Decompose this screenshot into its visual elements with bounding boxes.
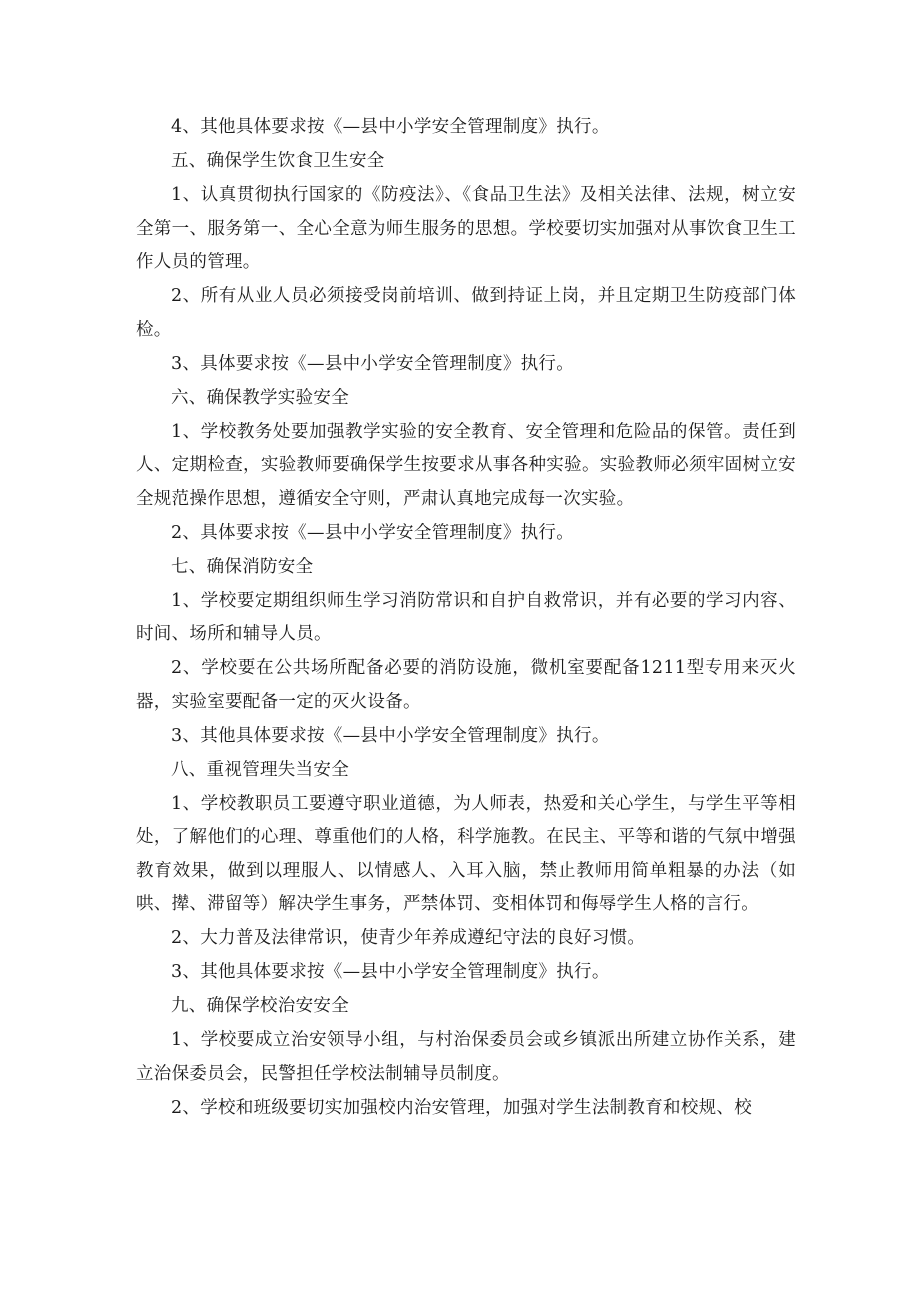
paragraph-food-3: 3、具体要求按《—县中小学安全管理制度》执行。 xyxy=(171,353,575,374)
paragraph-security-1: 1、学校要成立治安领导小组，与村治保委员会或乡镇派出所建立协作关系，建立治保委员会，民警担任学校法制辅导员制度。 xyxy=(136,1030,796,1084)
paragraph-management-1: 1、学校教职员工要遵守职业道德，为人师表，热爱和关心学生，与学生平等相处，了解他们的心理、尊重他们的人格，科学施教。在民主、平等和谐的气氛中增强教育效果，做到以理服人、以情感人、入耳入脑，禁止教师用简单粗暴的办法（如哄、撵、滞留等）解决学生事务，严禁体罚、变相体罚和侮辱学生人格的言行。 xyxy=(136,793,796,914)
section-heading-fire-safety: 七、确保消防安全 xyxy=(171,556,314,577)
document-page xyxy=(136,111,796,1126)
section-heading-food-safety: 五、确保学生饮食卫生安全 xyxy=(171,151,385,171)
section-heading-public-security: 九、确保学校治安安全 xyxy=(171,996,349,1016)
paragraph-management-3: 3、其他具体要求按《—县中小学安全管理制度》执行。 xyxy=(171,962,610,982)
section-heading-management-safety: 八、重视管理失当安全 xyxy=(171,759,349,780)
paragraph-lab-1: 1、学校教务处要加强教学实验的安全教育、安全管理和危险品的保管。责任到人、定期检查，实验教师要确保学生按要求从事各种实验。实验教师必须牢固树立安全规范操作思想，遵循安全守则，严肃认真地完成每一次实验。 xyxy=(136,421,796,509)
paragraph-food-1: 1、认真贯彻执行国家的《防疫法》、《食品卫生法》及相关法律、法规，树立安全第一、服务第一、全心全意为师生服务的思想。学校要切实加强对从事饮食卫生工作人员的管理。 xyxy=(136,185,796,272)
paragraph-fire-2: 2、学校要在公共场所配备必要的消防设施，微机室要配备1211型专用来灭火器，实验室要配备一定的灭火设备。 xyxy=(136,658,796,712)
paragraph-fire-3: 3、其他具体要求按《—县中小学安全管理制度》执行。 xyxy=(171,725,610,746)
paragraph-security-2: 2、学校和班级要切实加强校内治安管理，加强对学生法制教育和校规、校 xyxy=(171,1097,753,1118)
section-heading-lab-safety: 六、确保教学实验安全 xyxy=(171,387,349,408)
paragraph-management-2: 2、大力普及法律常识，使青少年养成遵纪守法的良好习惯。 xyxy=(171,928,646,948)
paragraph-item-4-other-requirements: 4、其他具体要求按《—县中小学安全管理制度》执行。 xyxy=(171,117,610,137)
paragraph-lab-2: 2、具体要求按《—县中小学安全管理制度》执行。 xyxy=(171,522,575,543)
paragraph-fire-1: 1、学校要定期组织师生学习消防常识和自护自救常识，并有必要的学习内容、时间、场所和辅导人员。 xyxy=(136,590,796,644)
paragraph-food-2: 2、所有从业人员必须接受岗前培训、做到持证上岗，并且定期卫生防疫部门体检。 xyxy=(136,286,796,340)
